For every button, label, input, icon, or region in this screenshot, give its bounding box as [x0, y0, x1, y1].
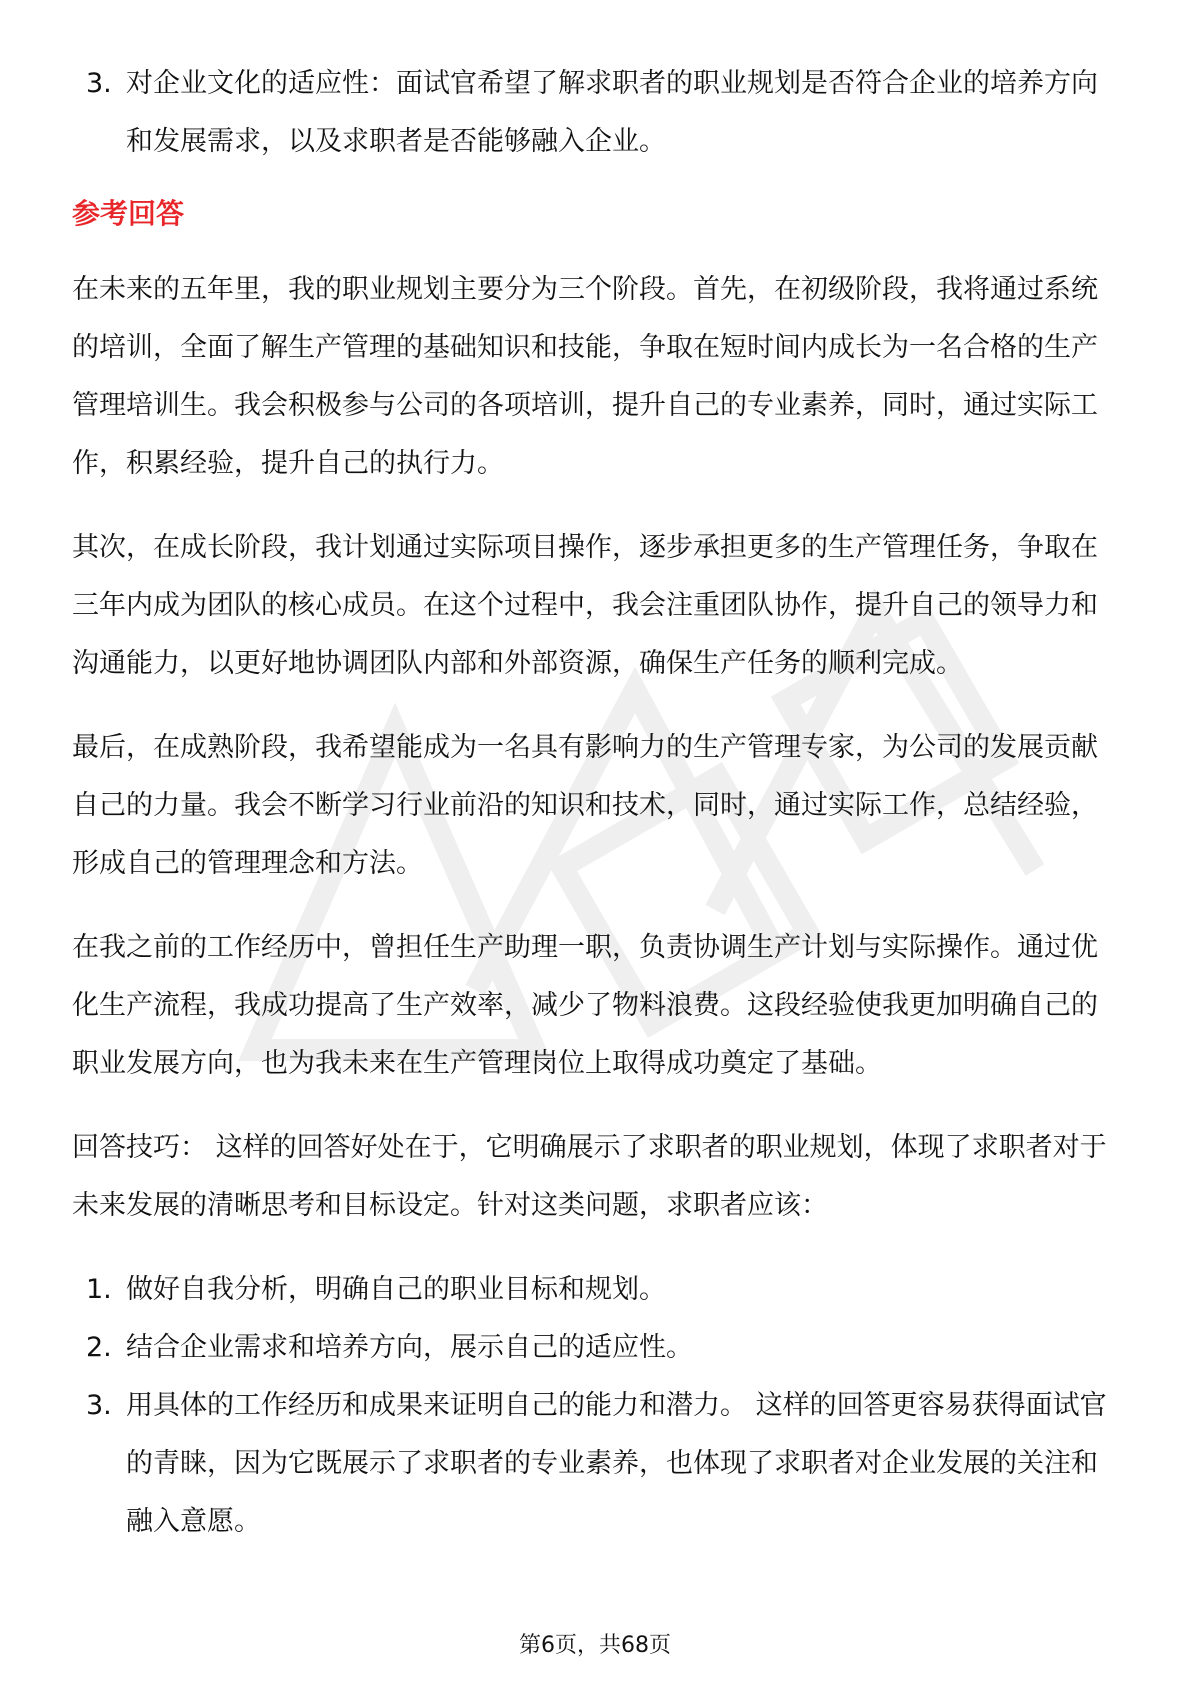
list-item — [72, 1319, 1118, 1377]
tips-list — [72, 1261, 1118, 1551]
tips-intro: 回答技巧： 这样的回答好处在于，它明确展示了求职者的职业规划，体现了求职者对于未来发展的清晰思考和目标设定。针对这类问题，求职者应该： — [72, 1132, 1107, 1221]
list-item — [72, 1261, 1118, 1319]
paragraph: 在未来的五年里，我的职业规划主要分为三个阶段。首先，在初级阶段，我将通过系统的培训，全面了解生产管理的基础知识和技能，争取在短时间内成长为一名合格的生产管理培训生。我会积极参与公司的各项培训，提升自己的专业素养，同时，通过实际工作，积累经验，提升自己的执行力。 — [72, 274, 1098, 479]
list-text: 做好自我分析，明确自己的职业目标和规划。 — [126, 1274, 666, 1305]
page-footer: 第6页，共68页 — [519, 1633, 671, 1658]
paragraph: 其次，在成长阶段，我计划通过实际项目操作，逐步承担更多的生产管理任务，争取在三年内成为团队的核心成员。在这个过程中，我会注重团队协作，提升自己的领导力和沟通能力，以更好地协调团队内部和外部资源，确保生产任务的顺利完成。 — [72, 532, 1098, 679]
list-item — [72, 1377, 1118, 1551]
intro-list — [72, 55, 1118, 171]
list-number: 3. — [86, 68, 112, 99]
list-text: 用具体的工作经历和成果来证明自己的能力和潜力。 这样的回答更容易获得面试官的青睐，因为它既展示了求职者的专业素养，也体现了求职者对企业发展的关注和融入意愿。 — [126, 1390, 1107, 1537]
list-text: 对企业文化的适应性：面试官希望了解求职者的职业规划是否符合企业的培养方向和发展需求，以及求职者是否能够融入企业。 — [126, 68, 1098, 157]
content-area — [72, 55, 1118, 1551]
list-number: 2. — [86, 1332, 112, 1363]
list-number: 3. — [86, 1390, 112, 1421]
paragraph: 最后，在成熟阶段，我希望能成为一名具有影响力的生产管理专家，为公司的发展贡献自己的力量。我会不断学习行业前沿的知识和技术，同时，通过实际工作，总结经验，形成自己的管理理念和方法。 — [72, 732, 1098, 879]
list-text: 结合企业需求和培养方向，展示自己的适应性。 — [126, 1332, 693, 1363]
list-number: 1. — [86, 1274, 112, 1305]
list-item — [72, 55, 1118, 171]
section-heading: 参考回答 — [72, 197, 185, 230]
paragraph: 在我之前的工作经历中，曾担任生产助理一职，负责协调生产计划与实际操作。通过优化生产流程，我成功提高了生产效率，减少了物料浪费。这段经验使我更加明确自己的职业发展方向，也为我未来在生产管理岗位上取得成功奠定了基础。 — [72, 932, 1098, 1079]
